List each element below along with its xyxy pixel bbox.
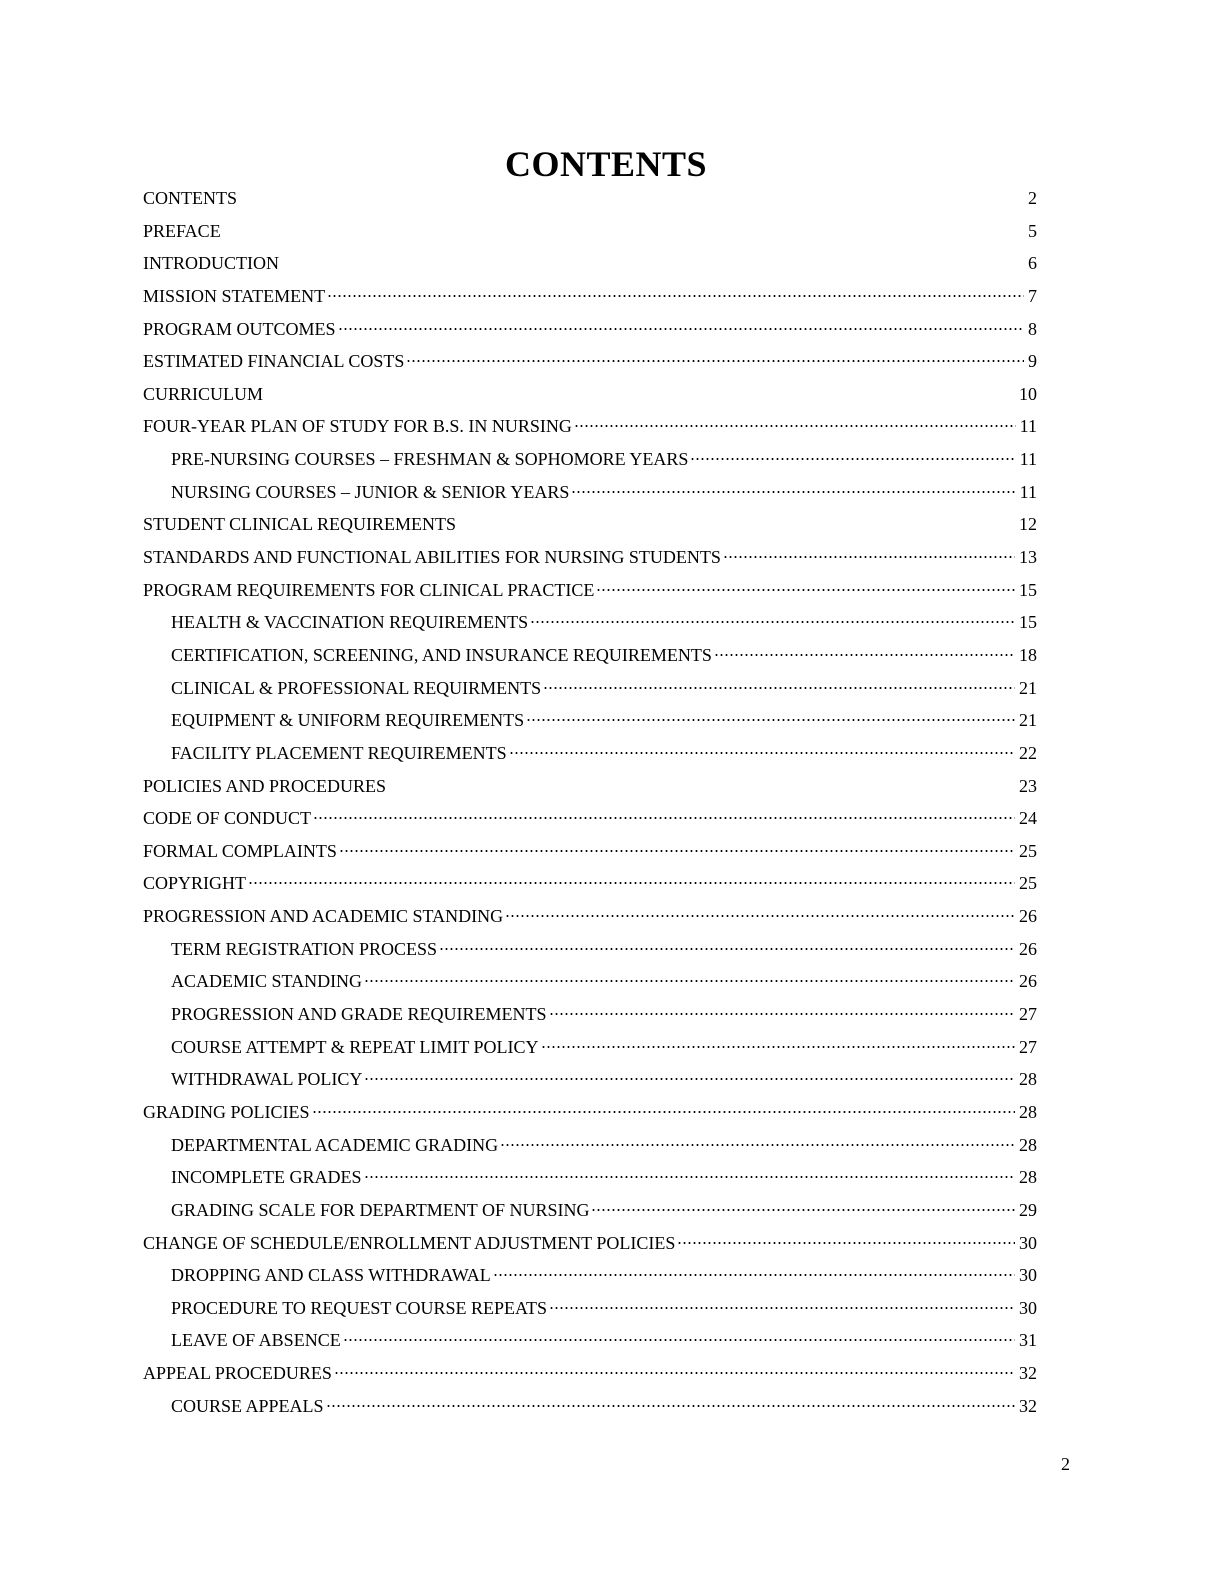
toc-dot-leader — [549, 1013, 1015, 1015]
toc-dot-leader — [239, 197, 1024, 199]
toc-entry-label: APPEAL PROCEDURES — [143, 1363, 332, 1384]
toc-dot-leader — [591, 1209, 1015, 1211]
toc-entry-page: 5 — [1028, 220, 1037, 241]
toc-entry-page: 21 — [1019, 710, 1037, 731]
toc-entry[interactable] — [143, 443, 1037, 476]
toc-entry-page: 30 — [1019, 1297, 1037, 1318]
toc-entry-label: PROGRESSION AND GRADE REQUIREMENTS — [171, 1004, 547, 1025]
toc-dot-leader — [313, 817, 1015, 819]
toc-entry[interactable] — [143, 541, 1037, 574]
toc-entry-label: GRADING POLICIES — [143, 1101, 310, 1122]
toc-dot-leader — [265, 393, 1015, 395]
toc-dot-leader — [339, 850, 1015, 852]
toc-entry-label: FOUR-YEAR PLAN OF STUDY FOR B.S. IN NURSING — [143, 416, 572, 437]
toc-entry-page: 23 — [1019, 775, 1037, 796]
toc-entry[interactable] — [143, 606, 1037, 639]
toc-dot-leader — [223, 230, 1024, 232]
toc-entry[interactable] — [143, 1292, 1037, 1325]
toc-entry-label: PROCEDURE TO REQUEST COURSE REPEATS — [171, 1297, 548, 1318]
toc-entry-label: COPYRIGHT — [143, 873, 247, 894]
toc-entry-label: CERTIFICATION, SCREENING, AND INSURANCE REQUIREMENTS — [171, 644, 712, 665]
toc-dot-leader — [526, 719, 1015, 721]
toc-dot-leader — [406, 360, 1024, 362]
toc-entry[interactable] — [143, 1031, 1037, 1064]
toc-entry[interactable] — [143, 410, 1037, 443]
toc-entry-label: MISSION STATEMENT — [143, 285, 326, 306]
toc-entry-page: 21 — [1019, 677, 1037, 698]
toc-entry-page: 28 — [1019, 1101, 1037, 1122]
toc-entry-page: 28 — [1019, 1167, 1037, 1188]
toc-dot-leader — [714, 654, 1015, 656]
toc-entry-page: 11 — [1019, 416, 1037, 437]
toc-dot-leader — [723, 556, 1015, 558]
toc-dot-leader — [677, 1242, 1015, 1244]
toc-entry-label: DROPPING AND CLASS WITHDRAWAL — [171, 1265, 491, 1286]
toc-entry-page: 32 — [1019, 1363, 1037, 1384]
toc-dot-leader — [388, 785, 1015, 787]
toc-entry-page: 15 — [1019, 612, 1037, 633]
toc-entry-label: INTRODUCTION — [143, 253, 279, 274]
toc-entry[interactable] — [143, 247, 1037, 280]
toc-entry-page: 10 — [1019, 383, 1037, 404]
toc-entry-page: 25 — [1019, 840, 1037, 861]
toc-entry-page: 25 — [1019, 873, 1037, 894]
toc-entry[interactable] — [143, 835, 1037, 868]
toc-entry-label: CONTENTS — [143, 188, 237, 208]
toc-dot-leader — [327, 295, 1024, 297]
toc-entry-page: 11 — [1019, 449, 1037, 470]
toc-entry-label: ACADEMIC STANDING — [171, 971, 363, 992]
table-of-contents — [143, 182, 1037, 1422]
toc-entry-page: 11 — [1019, 481, 1037, 502]
toc-dot-leader — [509, 752, 1015, 754]
toc-entry-page: 27 — [1019, 1036, 1037, 1057]
toc-entry-page: 13 — [1019, 547, 1037, 568]
toc-entry-label: CHANGE OF SCHEDULE/ENROLLMENT ADJUSTMENT POLICIES — [143, 1232, 676, 1253]
toc-entry-page: 15 — [1019, 579, 1037, 600]
toc-entry[interactable] — [143, 1324, 1037, 1357]
toc-entry-page: 22 — [1019, 742, 1037, 763]
toc-entry-page: 30 — [1019, 1232, 1037, 1253]
toc-entry-page: 31 — [1019, 1330, 1037, 1351]
toc-entry-label: PROGRESSION AND ACADEMIC STANDING — [143, 906, 504, 927]
toc-dot-leader — [505, 915, 1015, 917]
toc-entry-page: 12 — [1019, 514, 1037, 535]
toc-entry[interactable] — [143, 704, 1037, 737]
toc-entry[interactable] — [143, 639, 1037, 672]
toc-entry-page: 28 — [1019, 1134, 1037, 1155]
toc-entry-page: 7 — [1028, 285, 1037, 306]
toc-entry[interactable] — [143, 1390, 1037, 1423]
toc-entry[interactable] — [143, 508, 1037, 541]
toc-entry[interactable] — [143, 215, 1037, 248]
toc-entry-label: PRE-NURSING COURSES – FRESHMAN & SOPHOMORE YEARS — [171, 449, 689, 470]
toc-entry-label: EQUIPMENT & UNIFORM REQUIREMENTS — [171, 710, 525, 731]
toc-entry-page: 26 — [1019, 938, 1037, 959]
toc-entry-page: 6 — [1028, 253, 1037, 274]
toc-entry[interactable] — [143, 1096, 1037, 1129]
toc-entry[interactable] — [143, 280, 1037, 313]
toc-dot-leader — [541, 1046, 1015, 1048]
toc-entry-label: GRADING SCALE FOR DEPARTMENT OF NURSING — [171, 1199, 590, 1220]
toc-entry-page: 28 — [1019, 1069, 1037, 1090]
toc-entry-page: 2 — [1028, 188, 1037, 208]
toc-entry-label: DEPARTMENTAL ACADEMIC GRADING — [171, 1134, 499, 1155]
toc-entry-page: 9 — [1028, 351, 1037, 372]
toc-entry[interactable] — [143, 345, 1037, 378]
toc-dot-leader — [364, 1176, 1015, 1178]
toc-entry-page: 32 — [1019, 1395, 1037, 1416]
toc-dot-leader — [281, 262, 1024, 264]
toc-entry-page: 8 — [1028, 318, 1037, 339]
toc-entry[interactable] — [143, 1259, 1037, 1292]
toc-dot-leader — [343, 1339, 1015, 1341]
toc-entry-label: STANDARDS AND FUNCTIONAL ABILITIES FOR NURSING STUDENTS — [143, 547, 721, 568]
toc-entry-label: CODE OF CONDUCT — [143, 808, 312, 829]
toc-entry[interactable] — [143, 1063, 1037, 1096]
toc-entry[interactable] — [143, 900, 1037, 933]
toc-entry[interactable] — [143, 998, 1037, 1031]
toc-dot-leader — [312, 1111, 1016, 1113]
toc-entry[interactable] — [143, 737, 1037, 770]
toc-entry-label: CLINICAL & PROFESSIONAL REQUIRMENTS — [171, 677, 542, 698]
toc-entry-label: COURSE ATTEMPT & REPEAT LIMIT POLICY — [171, 1036, 539, 1057]
toc-entry[interactable] — [143, 182, 1037, 215]
toc-dot-leader — [543, 687, 1015, 689]
toc-entry-label: FACILITY PLACEMENT REQUIREMENTS — [171, 742, 507, 763]
toc-entry-label: NURSING COURSES – JUNIOR & SENIOR YEARS — [171, 481, 570, 502]
toc-dot-leader — [326, 1405, 1015, 1407]
toc-entry[interactable] — [143, 574, 1037, 607]
toc-entry-page: 18 — [1019, 644, 1037, 665]
toc-entry[interactable] — [143, 965, 1037, 998]
toc-dot-leader — [364, 1078, 1015, 1080]
toc-entry-page: 29 — [1019, 1199, 1037, 1220]
toc-entry[interactable] — [143, 1129, 1037, 1162]
toc-dot-leader — [439, 948, 1015, 950]
toc-dot-leader — [574, 425, 1016, 427]
toc-entry-label: FORMAL COMPLAINTS — [143, 840, 337, 861]
toc-entry-label: HEALTH & VACCINATION REQUIREMENTS — [171, 612, 529, 633]
toc-entry[interactable] — [143, 867, 1037, 900]
toc-dot-leader — [364, 980, 1015, 982]
toc-entry[interactable] — [143, 313, 1037, 346]
toc-entry-label: POLICIES AND PROCEDURES — [143, 775, 387, 796]
toc-entry-label: TERM REGISTRATION PROCESS — [171, 938, 438, 959]
toc-dot-leader — [334, 1372, 1015, 1374]
toc-dot-leader — [248, 882, 1015, 884]
toc-entry-label: INCOMPLETE GRADES — [171, 1167, 362, 1188]
toc-entry-label: WITHDRAWAL POLICY — [171, 1069, 363, 1090]
toc-entry[interactable] — [143, 770, 1037, 803]
toc-entry-page: 24 — [1019, 808, 1037, 829]
toc-entry-label: STUDENT CLINICAL REQUIREMENTS — [143, 514, 456, 535]
toc-entry-page: 26 — [1019, 971, 1037, 992]
toc-dot-leader — [571, 491, 1015, 493]
toc-entry-label: PROGRAM OUTCOMES — [143, 318, 336, 339]
toc-entry-label: PREFACE — [143, 220, 221, 241]
toc-entry[interactable] — [143, 1194, 1037, 1227]
toc-entry[interactable] — [143, 1161, 1037, 1194]
toc-entry-label: COURSE APPEALS — [171, 1395, 324, 1416]
toc-entry-label: PROGRAM REQUIREMENTS FOR CLINICAL PRACTICE — [143, 579, 595, 600]
toc-entry-label: LEAVE OF ABSENCE — [171, 1330, 341, 1351]
toc-entry[interactable] — [143, 933, 1037, 966]
toc-entry[interactable] — [143, 1227, 1037, 1260]
toc-entry-label: CURRICULUM — [143, 383, 264, 404]
page-title: CONTENTS — [504, 144, 708, 184]
toc-dot-leader — [493, 1274, 1015, 1276]
toc-entry[interactable] — [143, 802, 1037, 835]
toc-entry-label: ESTIMATED FINANCIAL COSTS — [143, 351, 405, 372]
toc-dot-leader — [500, 1144, 1015, 1146]
toc-entry[interactable] — [143, 378, 1037, 411]
toc-entry-page: 27 — [1019, 1004, 1037, 1025]
toc-entry[interactable] — [143, 1357, 1037, 1390]
toc-dot-leader — [549, 1307, 1015, 1309]
toc-dot-leader — [596, 589, 1015, 591]
page-number: 2 — [1061, 1454, 1070, 1474]
toc-entry-page: 30 — [1019, 1265, 1037, 1286]
toc-entry[interactable] — [143, 476, 1037, 509]
toc-entry[interactable] — [143, 672, 1037, 705]
toc-dot-leader — [338, 328, 1024, 330]
toc-entry-page: 26 — [1019, 906, 1037, 927]
toc-dot-leader — [530, 621, 1015, 623]
toc-dot-leader — [690, 458, 1015, 460]
toc-dot-leader — [458, 523, 1015, 525]
